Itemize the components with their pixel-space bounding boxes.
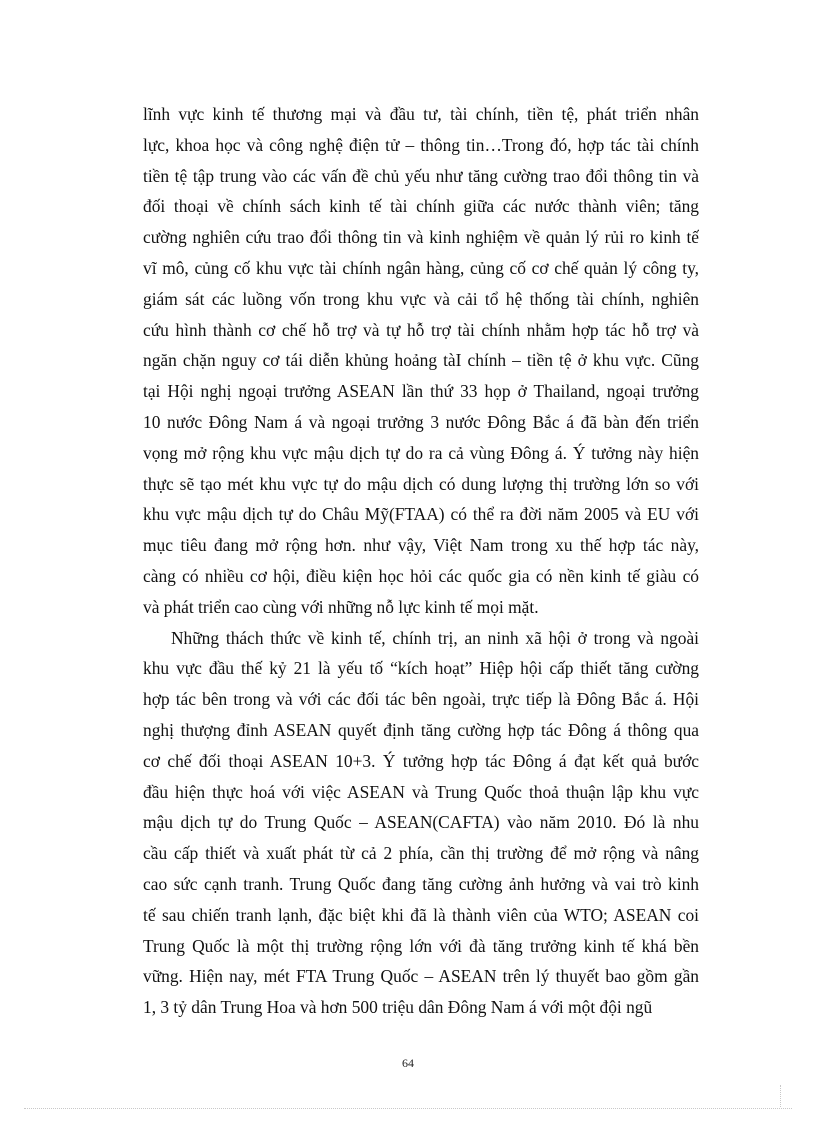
text-line: giám sát các luồng vốn trong khu vực và cải tổ hệ thống tài chính, nghiên: [143, 288, 699, 309]
text-line: thực sẽ tạo mét khu vực tự do mậu dịch có dung lượng thị trường lớn so với: [143, 473, 699, 494]
text-line: khu vực đầu thế kỷ 21 là yếu tố “kích hoạt” Hiệp hội cấp thiết tăng cường: [143, 658, 699, 679]
text-line: khu vực mậu dịch tự do Châu Mỹ(FTAA) có thể ra đời năm 2005 và EU với: [143, 504, 699, 525]
text-line: Những thách thức về kinh tế, chính trị, an ninh xã hội ở trong và ngoài: [171, 627, 699, 648]
text-line: Trung Quốc là một thị trường rộng lớn với đà tăng trưởng kinh tế khá bền: [143, 935, 699, 956]
text-line: cường nghiên cứu trao đổi thông tin và kinh nghiệm về quản lý rủi ro kinh tế: [143, 227, 699, 248]
text-line: tế sau chiến tranh lạnh, đặc biệt khi đã là thành viên của WTO; ASEAN coi: [143, 904, 699, 925]
page-number: 64: [402, 1056, 414, 1070]
text-line: mục tiêu đang mở rộng hơn. như vậy, Việt Nam trong xu thế hợp tác này,: [143, 535, 699, 556]
text-line: tiền tệ tập trung vào các vấn đề chủ yếu như tăng cường trao đổi thông tin và: [143, 165, 699, 186]
text-line: ngăn chặn nguy cơ tái diễn khủng hoảng tàI chính – tiền tệ ở khu vực. Cũng: [143, 350, 699, 371]
text-line: đối thoại về chính sách kinh tế tài chính giữa các nước thành viên; tăng: [143, 196, 699, 217]
text-line: cao sức cạnh tranh. Trung Quốc đang tăng cường ảnh hưởng và vai trò kinh: [143, 873, 699, 894]
text-line: nghị thượng đỉnh ASEAN quyết định tăng cường hợp tác Đông á thông qua: [143, 719, 699, 740]
text-line: vọng mở rộng khu vực mậu dịch tự do ra cả vùng Đông á. Ý tưởng này hiện: [143, 442, 699, 463]
text-line: đầu hiện thực hoá với việc ASEAN và Trung Quốc thoả thuận lập khu vực: [143, 781, 699, 802]
text-line: càng có nhiều cơ hội, điều kiện học hỏi các quốc gia có nền kinh tế giàu có: [143, 565, 699, 586]
text-line: hợp tác bên trong và với các đối tác bên ngoài, trực tiếp là Đông Bắc á. Hội: [143, 689, 699, 710]
text-line: vĩ mô, củng cố khu vực tài chính ngân hàng, củng cố cơ chế quản lý công ty,: [143, 257, 699, 278]
text-line: cơ chế đối thoại ASEAN 10+3. Ý tưởng hợp tác Đông á đạt kết quả bước: [143, 750, 699, 771]
text-line: lĩnh vực kinh tế thương mại và đầu tư, tài chính, tiền tệ, phát triển nhân: [143, 104, 699, 124]
text-line: 1, 3 tỷ dân Trung Hoa và hơn 500 triệu dân Đông Nam á với một đội ngũ: [143, 997, 653, 1018]
text-line: cứu hình thành cơ chế hỗ trợ và tự hỗ trợ tài chính nhằm hợp tác hỗ trợ và: [143, 319, 699, 340]
text-line: 10 nước Đông Nam á và ngoại trưởng 3 nước Đông Bắc á đã bàn đến triển: [143, 411, 699, 432]
text-line: và phát triển cao cùng với những nỗ lực kinh tế mọi mặt.: [143, 596, 539, 617]
text-line: mậu dịch tự do Trung Quốc – ASEAN(CAFTA) vào năm 2010. Đó là nhu: [143, 812, 699, 833]
page-edge-divider: [780, 1085, 781, 1107]
page-bottom-divider: [24, 1108, 792, 1109]
text-line: vững. Hiện nay, mét FTA Trung Quốc – ASEAN trên lý thuyết bao gồm gần: [143, 966, 699, 987]
text-line: tại Hội nghị ngoại trưởng ASEAN lần thứ 33 họp ở Thailand, ngoại trưởng: [143, 381, 699, 402]
text-line: cầu cấp thiết và xuất phát từ cả 2 phía, cần thị trường để mở rộng và nâng: [143, 843, 699, 864]
body-text: [143, 99, 699, 1023]
text-line: lực, khoa học và công nghệ điện tử – thông tin…Trong đó, hợp tác tài chính: [143, 134, 699, 155]
